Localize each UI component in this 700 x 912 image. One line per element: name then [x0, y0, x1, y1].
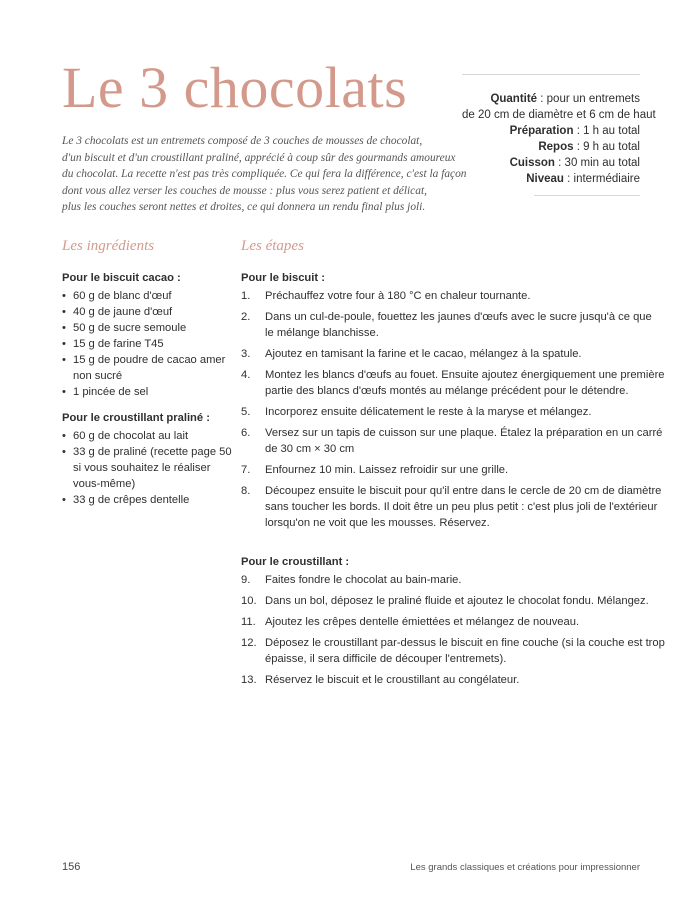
step-item [241, 288, 641, 304]
ingredient-text: • 33 g de crêpes dentelle [73, 494, 190, 506]
section-gap [241, 536, 641, 554]
intro-line: d'un biscuit et d'un croustillant praliné, apprécié à coup sûr des gourmands amoureux [62, 151, 456, 164]
step-number: 3. [241, 348, 251, 360]
intro-line: du chocolat. La recette n'est pas très compliquée. Ce qui fera la différence, c'est la façon [62, 168, 467, 180]
steps-column [241, 270, 665, 693]
intro-line: plus les couches seront nettes et droites, ce qui donnera un rendu final plus joli. [62, 201, 426, 213]
step-item [241, 404, 641, 420]
info-quantite-value-2: de 20 cm de diamètre et 6 cm de haut [462, 109, 656, 121]
info-preparation-value: : 1 h au total [573, 125, 640, 137]
page-title: Le 3 chocolats [62, 55, 408, 120]
step-item [241, 572, 641, 588]
info-quantite-line [462, 91, 640, 107]
ingredient-text: • 15 g de farine T45 [73, 338, 164, 350]
page-number: 156 [62, 861, 81, 873]
step-number: 1. [241, 290, 251, 302]
step-text: Déposez le croustillant par-dessus le biscuit en fine couche (si la couche est trop [265, 637, 665, 649]
info-divider [534, 195, 640, 196]
intro-line: dont vous allez verser les couches de mousse : plus vous serez patient et délicat, [62, 184, 427, 197]
step-text: partie des blancs d'œufs montés au mélange précédent pour le détendre. [265, 385, 629, 397]
step-number: 4. [241, 369, 251, 381]
step-item [241, 672, 641, 688]
step-item [241, 593, 649, 609]
croustillant-ingredients-title: Pour le croustillant praliné : [62, 412, 210, 424]
biscuit-steps-title: Pour le biscuit : [241, 272, 325, 284]
ingredient-item [62, 444, 232, 492]
step-number: 10. [241, 595, 257, 607]
ingredient-text: • 50 g de sucre semoule [73, 322, 187, 334]
step-text: de 30 cm × 30 cm [265, 443, 355, 455]
step-text: Enfournez 10 min. Laissez refroidir sur une grille. [265, 464, 509, 476]
ingredient-item [62, 492, 232, 508]
step-text: Préchauffez votre four à 180 °C en chaleur tournante. [265, 290, 531, 302]
info-quantite-value: : pour un entremets [537, 93, 640, 105]
info-repos-line [462, 139, 640, 155]
step-item [241, 346, 641, 362]
ingredient-text: • 60 g de blanc d'œuf [73, 290, 172, 302]
step-text: Incorporez ensuite délicatement le reste à la maryse et mélangez. [265, 406, 592, 418]
ingredient-text: • 40 g de jaune d'œuf [73, 306, 173, 318]
step-item [241, 483, 662, 531]
step-number: 11. [241, 616, 256, 628]
ingredient-item [62, 288, 232, 304]
step-item [241, 309, 652, 341]
step-text: épaisse, il sera difficile de découper l'entremets). [265, 653, 507, 665]
running-footer: Les grands classiques et créations pour impressionner [410, 862, 640, 873]
croustillant-steps-list [241, 572, 665, 688]
ingredient-text: • 33 g de praliné (recette page 50 [73, 446, 232, 458]
step-number: 2. [241, 311, 251, 323]
step-number: 9. [241, 574, 251, 586]
step-text: Découpez ensuite le biscuit pour qu'il entre dans le cercle de 20 cm de diamètre [265, 485, 662, 497]
info-niveau-line [462, 171, 640, 187]
biscuit-ingredients-list [62, 288, 232, 400]
step-number: 7. [241, 464, 251, 476]
step-text: le mélange blanchisse. [265, 327, 379, 339]
ingredient-text: • 1 pincée de sel [73, 386, 149, 398]
step-text: lorsqu'on ne voit que les mousses. Réservez. [265, 517, 490, 529]
ingredient-text: si vous souhaitez le réaliser [73, 462, 211, 474]
steps-heading: Les étapes [241, 238, 304, 254]
ingredient-item [62, 320, 232, 336]
ingredient-item [62, 304, 232, 320]
biscuit-ingredients-title: Pour le biscuit cacao : [62, 272, 181, 284]
info-preparation-line [462, 123, 640, 139]
info-cuisson-label: Cuisson [509, 157, 555, 169]
croustillant-steps-title: Pour le croustillant : [241, 556, 350, 568]
step-number: 5. [241, 406, 251, 418]
ingredient-item [62, 352, 232, 384]
step-text: Dans un cul-de-poule, fouettez les jaunes d'œufs avec le sucre jusqu'à ce que [265, 311, 652, 323]
ingredient-item [62, 336, 232, 352]
info-repos-label: Repos [538, 141, 574, 153]
step-number: 8. [241, 485, 251, 497]
step-text: Versez sur un tapis de cuisson sur une plaque. Étalez la préparation en un carré [265, 427, 663, 439]
info-niveau-value: : intermédiaire [563, 173, 640, 185]
step-item [241, 367, 665, 399]
info-repos-value: : 9 h au total [573, 141, 640, 153]
step-item [241, 614, 641, 630]
step-item [241, 425, 663, 457]
ingredient-text: vous-même) [73, 478, 136, 490]
intro-line: Le 3 chocolats est un entremets composé de 3 couches de mousses de chocolat, [62, 135, 423, 147]
info-cuisson-line [462, 155, 640, 171]
info-cuisson-value: : 30 min au total [554, 157, 640, 169]
step-text: Montez les blancs d'œufs au fouet. Ensuite ajoutez énergiquement une première [265, 369, 665, 381]
step-item [241, 462, 641, 478]
info-preparation-label: Préparation [509, 125, 574, 137]
step-number: 13. [241, 674, 257, 686]
step-number: 6. [241, 427, 251, 439]
recipe-info-box [462, 74, 656, 196]
ingredient-text: • 60 g de chocolat au lait [73, 430, 189, 442]
ingredient-item [62, 428, 232, 444]
info-quantite-label: Quantité [490, 93, 538, 105]
step-text: Réservez le biscuit et le croustillant au congélateur. [265, 674, 520, 686]
step-text: Dans un bol, déposez le praliné fluide et ajoutez le chocolat fondu. Mélangez. [265, 595, 649, 607]
step-text: Ajoutez en tamisant la farine et le cacao, mélangez à la spatule. [265, 348, 582, 360]
intro-paragraph [62, 133, 467, 216]
croustillant-ingredients-list [62, 428, 232, 508]
biscuit-steps-list [241, 288, 665, 531]
info-niveau-label: Niveau [526, 173, 564, 185]
ingredients-column [62, 270, 232, 518]
step-text: Faites fondre le chocolat au bain-marie. [265, 574, 462, 586]
step-item [241, 635, 665, 667]
step-text: Ajoutez les crêpes dentelle émiettées et mélangez de nouveau. [265, 616, 580, 628]
ingredients-heading: Les ingrédients [62, 238, 155, 254]
ingredient-item [62, 384, 232, 400]
ingredient-text: non sucré [73, 370, 123, 382]
ingredient-text: • 15 g de poudre de cacao amer [73, 354, 226, 366]
step-text: sans toucher les bords. Il doit être un peu plus petit : c'est plus joli de l'extérieur [265, 501, 658, 513]
step-number: 12. [241, 637, 257, 649]
